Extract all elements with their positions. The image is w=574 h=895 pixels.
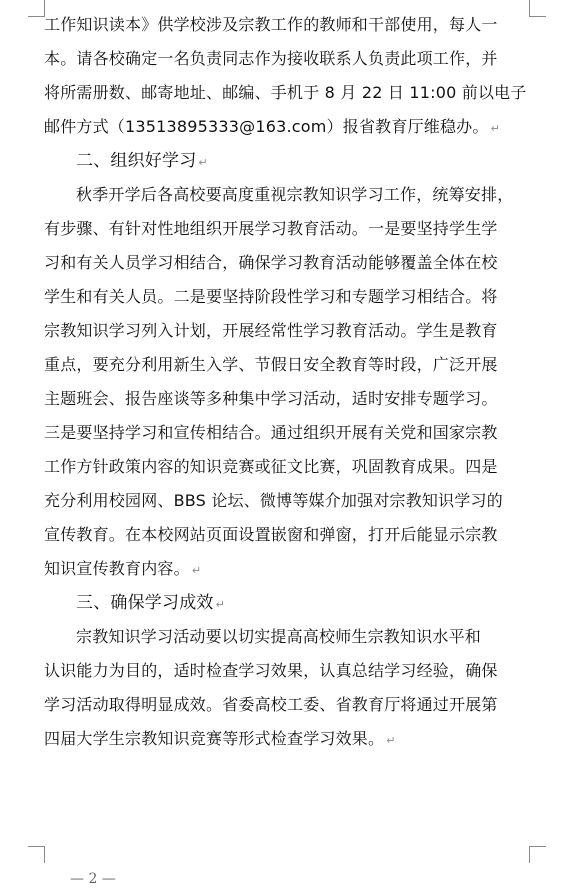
paragraph-line: 习和有关人员学习相结合，确保学习教育活动能够覆盖全体在校	[44, 253, 498, 272]
paragraph-line: 主题班会、报告座谈等多种集中学习活动，适时安排专题学习。	[44, 389, 498, 408]
document-body[interactable]	[44, 8, 534, 756]
paragraph-line: 重点，要充分利用新生入学、节假日安全教育等时段，广泛开展	[44, 355, 498, 374]
paragraph-line-first: 宗教知识学习活动要以切实提高高校师生宗教知识水平和	[76, 627, 482, 646]
paragraph-line: 宗教知识学习列入计划，开展经常性学习教育活动。学生是教育	[44, 321, 498, 340]
section-heading-3: 三、确保学习成效 ↵	[76, 593, 226, 613]
paragraph-line-end: 知识宣传教育内容。 ↵	[44, 559, 202, 578]
paragraph-line: 三是要坚持学习和宣传相结合。通过组织开展有关党和国家宗教	[44, 423, 498, 442]
paragraph-line-end: 邮件方式（13513895333@163.com）报省教育厅维稳办。 ↵	[44, 117, 500, 136]
paragraph-line: 本。请各校确定一名负责同志作为接收联系人负责此项工作，并	[44, 49, 498, 68]
paragraph-line: 学生和有关人员。二是要坚持阶段性学习和专题学习相结合。将	[44, 287, 498, 306]
paragraph-mark: ↵	[490, 122, 500, 135]
margin-corner-bottom-left	[28, 846, 45, 863]
paragraph-line-first: 秋季开学后各高校要高度重视宗教知识学习工作，统筹安排，	[76, 185, 514, 204]
paragraph-line-end: 四届大学生宗教知识竞赛等形式检查学习效果。 ↵	[44, 729, 396, 748]
paragraph-line: 工作知识读本》供学校涉及宗教工作的教师和干部使用，每人一	[44, 15, 498, 34]
paragraph-line: 充分利用校园网、BBS 论坛、微博等媒介加强对宗教知识学习的	[44, 491, 503, 510]
paragraph-line: 认识能力为目的，适时检查学习效果，认真总结学习经验，确保	[44, 661, 498, 680]
paragraph-line: 宣传教育。在本校网站页面设置嵌窗和弹窗，打开后能显示宗教	[44, 525, 498, 544]
paragraph-line: 学习活动取得明显成效。省委高校工委、省教育厅将通过开展第	[44, 695, 498, 714]
section-heading-2: 二、组织好学习 ↵	[76, 151, 208, 171]
margin-corner-top-left	[28, 0, 45, 17]
margin-corner-bottom-right	[529, 846, 546, 863]
paragraph-line: 有步骤、有针对性地组织开展学习教育活动。一是要坚持学生学	[44, 219, 498, 238]
paragraph-line: 将所需册数、邮寄地址、邮编、手机于 8 月 22 日 11:00 前以电子	[44, 83, 527, 102]
paragraph-mark: ↵	[191, 564, 202, 577]
paragraph-line: 工作方针政策内容的知识竞赛或征文比赛，巩固教育成果。四是	[44, 457, 498, 476]
paragraph-mark: ↵	[198, 156, 208, 169]
paragraph-mark: ↵	[386, 734, 396, 747]
page-number: — 2 —	[70, 871, 116, 887]
paragraph-mark: ↵	[215, 598, 226, 611]
